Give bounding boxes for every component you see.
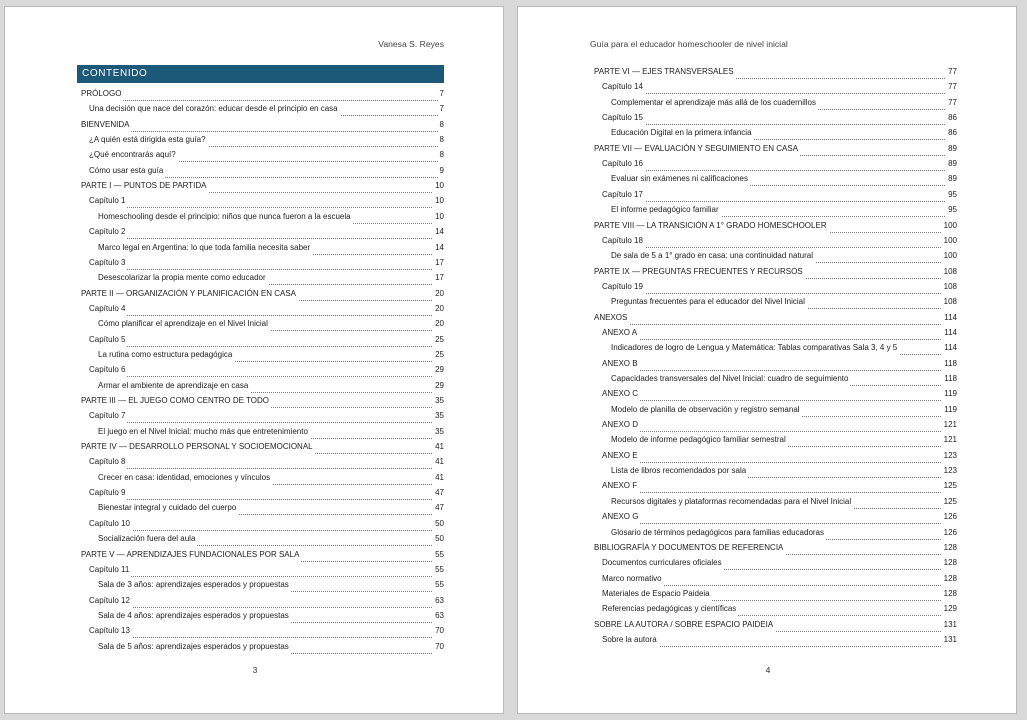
toc-entry-page: 20 (433, 302, 444, 316)
toc-entry[interactable] (611, 403, 957, 417)
toc-entry-page: 128 (942, 556, 957, 570)
toc-entry-page: 86 (946, 126, 957, 140)
toc-entry-page: 20 (433, 317, 444, 331)
toc-entry[interactable] (602, 587, 957, 601)
toc-entry[interactable] (81, 394, 444, 408)
toc-entry[interactable] (611, 126, 957, 140)
toc-entry-page: 35 (433, 394, 444, 408)
toc-entry-title: Modelo de planilla de observación y registro semanal (611, 403, 802, 417)
toc-entry[interactable] (98, 425, 444, 439)
toc-entry-title: Modelo de informe pedagógico familiar semestral (611, 433, 788, 447)
toc-entry-page: 128 (942, 572, 957, 586)
toc-entry[interactable] (594, 541, 957, 555)
toc-entry-page: 89 (946, 142, 957, 156)
toc-entry[interactable] (602, 157, 957, 171)
toc-entry-page: 89 (946, 172, 957, 186)
toc-entry-page: 131 (942, 633, 957, 647)
toc-entry-title: ANEXO G (602, 510, 640, 524)
toc-entry[interactable] (81, 179, 444, 193)
toc-entry-title: Capítulo 9 (89, 486, 127, 500)
toc-entry-page: 8 (438, 148, 444, 162)
toc-entry-title: PARTE IX — PREGUNTAS FRECUENTES Y RECURSOS (594, 265, 805, 279)
toc-entry-page: 119 (942, 387, 957, 401)
toc-entry[interactable] (98, 532, 444, 546)
toc-entry[interactable] (98, 578, 444, 592)
toc-entry-title: BIBLIOGRAFÍA Y DOCUMENTOS DE REFERENCIA (594, 541, 785, 555)
toc-entry-title: Lista de libros recomendados por sala (611, 464, 748, 478)
toc-entry-page: 14 (433, 225, 444, 239)
toc-entry[interactable] (98, 471, 444, 485)
toc-entry[interactable] (98, 640, 444, 654)
toc-entry-title: Sala de 5 años: aprendizajes esperados y propuestas (98, 640, 291, 654)
toc-entry-page: 114 (942, 311, 957, 325)
toc-entry-page: 20 (433, 287, 444, 301)
toc-entry[interactable] (594, 311, 957, 325)
toc-entry[interactable] (611, 341, 957, 355)
toc-entry-title: Armar el ambiente de aprendizaje en casa (98, 379, 250, 393)
toc-entry-page: 128 (942, 541, 957, 555)
toc-entry-page: 8 (438, 133, 444, 147)
toc-entry[interactable] (602, 510, 957, 524)
toc-entry-page: 77 (946, 65, 957, 79)
toc-entry[interactable] (602, 280, 957, 294)
toc-entry-page: 55 (433, 578, 444, 592)
toc-entry-title: Capítulo 17 (602, 188, 645, 202)
page-number: 4 (765, 665, 771, 675)
toc-entry-page: 47 (433, 486, 444, 500)
toc-entry-title: Recursos digitales y plataformas recomendadas para el Nivel Inicial (611, 495, 853, 509)
toc-entry-page: 86 (946, 111, 957, 125)
toc-entry[interactable] (602, 556, 957, 570)
toc-entry-title: Evaluar sin exámenes ni calificaciones (611, 172, 750, 186)
toc-entry[interactable] (594, 219, 957, 233)
toc-entry[interactable] (89, 486, 444, 500)
toc-entry[interactable] (602, 234, 957, 248)
toc-entry[interactable] (611, 372, 957, 386)
toc-entry-title: Desescolarizar la propia mente como educador (98, 271, 268, 285)
toc-entry-page: 7 (438, 87, 444, 101)
toc-entry-title: Capítulo 19 (602, 280, 645, 294)
toc-entry-page: 128 (942, 587, 957, 601)
document-page-left (4, 6, 504, 714)
toc-entry[interactable] (611, 526, 957, 540)
toc-entry[interactable] (611, 433, 957, 447)
toc-entry-page: 63 (433, 594, 444, 608)
toc-entry[interactable] (89, 225, 444, 239)
toc-entry-title: Socialización fuera del aula (98, 532, 197, 546)
toc-entry-page: 95 (946, 203, 957, 217)
toc-entry-title: Capítulo 7 (89, 409, 127, 423)
toc-entry[interactable] (89, 164, 444, 178)
toc-entry-page: 123 (942, 449, 957, 463)
toc-entry[interactable] (611, 249, 957, 263)
toc-entry-title: Capítulo 14 (602, 80, 645, 94)
toc-entry[interactable] (602, 633, 957, 647)
toc-entry[interactable] (89, 594, 444, 608)
toc-entry[interactable] (98, 241, 444, 255)
toc-entry-title: Crecer en casa: identidad, emociones y vínculos (98, 471, 272, 485)
toc-entry[interactable] (611, 464, 957, 478)
toc-entry-title: Capítulo 12 (89, 594, 132, 608)
toc-entry-page: 126 (942, 526, 957, 540)
toc-entry[interactable] (89, 194, 444, 208)
toc-entry[interactable] (89, 563, 444, 577)
toc-entry-title: Capítulo 2 (89, 225, 127, 239)
toc-entry[interactable] (89, 133, 444, 147)
toc-entry[interactable] (594, 65, 957, 79)
toc-entry-page: 10 (433, 194, 444, 208)
toc-entry-title: Capítulo 16 (602, 157, 645, 171)
toc-entry-title: Capítulo 15 (602, 111, 645, 125)
toc-entry-page: 118 (942, 372, 957, 386)
toc-entry-page: 55 (433, 548, 444, 562)
toc-entry[interactable] (98, 271, 444, 285)
toc-entry-page: 35 (433, 409, 444, 423)
toc-entry-page: 41 (433, 440, 444, 454)
toc-entry-title: Capítulo 4 (89, 302, 127, 316)
toc-entry[interactable] (89, 409, 444, 423)
toc-entry-page: 17 (433, 271, 444, 285)
toc-entry-title: Capítulo 11 (89, 563, 131, 577)
toc-entry-title: Complementar el aprendizaje más allá de los cuadernillos (611, 96, 818, 110)
toc-entry-page: 89 (946, 157, 957, 171)
toc-entry-title: Sobre la autora (602, 633, 659, 647)
toc-entry[interactable] (98, 609, 444, 623)
toc-entry-page: 118 (942, 357, 957, 371)
toc-entry-title: ANEXOS (594, 311, 629, 325)
toc-entry[interactable] (594, 265, 957, 279)
toc-entry[interactable] (611, 295, 957, 309)
toc-entry-title: ¿Qué encontrarás aquí? (89, 148, 178, 162)
toc-entry[interactable] (89, 333, 444, 347)
toc-entry-title: SOBRE LA AUTORA / SOBRE ESPACIO PAIDEIA (594, 618, 775, 632)
toc-entry-title: Sala de 3 años: aprendizajes esperados y propuestas (98, 578, 291, 592)
toc-entry-title: Educación Digital en la primera infancia (611, 126, 754, 140)
toc-entry-page: 41 (433, 471, 444, 485)
running-head-author: Vanesa S. Reyes (378, 39, 444, 49)
toc-entry-title: Marco legal en Argentina: lo que toda familia necesita saber (98, 241, 312, 255)
toc-entry-title: Bienestar integral y cuidado del cuerpo (98, 501, 238, 515)
toc-entry-page: 29 (433, 363, 444, 377)
toc-entry-title: Capítulo 10 (89, 517, 132, 531)
toc-entry-page: 125 (942, 495, 957, 509)
toc-entry[interactable] (89, 102, 444, 116)
toc-entry[interactable] (602, 387, 957, 401)
toc-entry-title: Cómo usar esta guía (89, 164, 165, 178)
toc-entry-title: PARTE V — APRENDIZAJES FUNDACIONALES POR SALA (81, 548, 301, 562)
toc-entry-title: El juego en el Nivel Inicial: mucho más que entretenimiento (98, 425, 310, 439)
toc-entry-title: Indicadores de logro de Lengua y Matemática: Tablas comparativas Sala 3, 4 y 5 (611, 341, 899, 355)
toc-entry[interactable] (98, 210, 444, 224)
toc-entry-title: Capítulo 6 (89, 363, 127, 377)
toc-entry[interactable] (594, 142, 957, 156)
toc-entry-title: ANEXO D (602, 418, 640, 432)
toc-entry[interactable] (89, 363, 444, 377)
toc-entry-page: 108 (942, 265, 957, 279)
toc-entry[interactable] (81, 287, 444, 301)
toc-entry-title: Glosario de términos pedagógicos para familias educadoras (611, 526, 826, 540)
toc-entry-title: PARTE I — PUNTOS DE PARTIDA (81, 179, 209, 193)
toc-entry[interactable] (602, 572, 957, 586)
toc-entry-page: 108 (942, 295, 957, 309)
toc-entry-page: 108 (942, 280, 957, 294)
toc-entry[interactable] (611, 203, 957, 217)
toc-entry[interactable] (611, 96, 957, 110)
toc-entry-page: 9 (438, 164, 444, 178)
toc-entry[interactable] (98, 379, 444, 393)
toc-entry-title: Marco normativo (602, 572, 664, 586)
toc-entry[interactable] (602, 602, 957, 616)
toc-entry[interactable] (611, 172, 957, 186)
toc-entry-title: PARTE II — ORGANIZACIÓN Y PLANIFICACIÓN EN CASA (81, 287, 298, 301)
toc-entry[interactable] (602, 357, 957, 371)
toc-entry-page: 114 (942, 341, 957, 355)
toc-entry-title: ANEXO F (602, 479, 639, 493)
toc-entry-page: 10 (433, 210, 444, 224)
toc-entry[interactable] (602, 479, 957, 493)
page-number: 3 (252, 665, 258, 675)
toc-heading: CONTENIDO (77, 65, 444, 83)
toc-entry-title: ANEXO A (602, 326, 639, 340)
toc-entry-title: Capítulo 5 (89, 333, 127, 347)
toc-entry[interactable] (81, 440, 444, 454)
toc-entry-page: 25 (433, 333, 444, 347)
toc-entry-title: PARTE VI — EJES TRANSVERSALES (594, 65, 736, 79)
toc-entry-title: PARTE VII — EVALUACIÓN Y SEGUIMIENTO EN CASA (594, 142, 800, 156)
toc-entry-page: 123 (942, 464, 957, 478)
toc-entry-title: Capítulo 8 (89, 455, 127, 469)
toc-entry-title: PRÓLOGO (81, 87, 123, 101)
toc-entry[interactable] (98, 501, 444, 515)
toc-entry[interactable] (89, 517, 444, 531)
toc-entry-page: 25 (433, 348, 444, 362)
toc-entry-page: 50 (433, 532, 444, 546)
toc-entry[interactable] (602, 80, 957, 94)
toc-entry-title: La rutina como estructura pedagógica (98, 348, 234, 362)
toc-entry-page: 77 (946, 96, 957, 110)
toc-entry[interactable] (81, 548, 444, 562)
toc-entry-title: PARTE VIII — LA TRANSICIÓN A 1° GRADO HOMESCHOOLER (594, 219, 829, 233)
toc-entry-page: 55 (433, 563, 444, 577)
toc-entry-title: Capítulo 3 (89, 256, 127, 270)
toc-entry-title: Documentos curriculares oficiales (602, 556, 724, 570)
toc-entry-page: 7 (438, 102, 444, 116)
toc-entry-title: PARTE IV — DESARROLLO PERSONAL Y SOCIOEMOCIONAL (81, 440, 315, 454)
toc-entry[interactable] (89, 256, 444, 270)
toc-entry-page: 70 (433, 640, 444, 654)
toc-entry-title: Cómo planificar el aprendizaje en el Nivel Inicial (98, 317, 270, 331)
toc-entry-title: Capítulo 13 (89, 624, 132, 638)
toc-entry-title: ANEXO B (602, 357, 640, 371)
toc-entry-page: 63 (433, 609, 444, 623)
toc-entry-page: 121 (942, 433, 957, 447)
toc-entry-page: 126 (942, 510, 957, 524)
toc-entry[interactable] (602, 449, 957, 463)
toc-entry-title: Capítulo 1 (89, 194, 127, 208)
toc-entry-page: 95 (946, 188, 957, 202)
toc-entry-page: 8 (438, 118, 444, 132)
running-head-title: Guía para el educador homeschooler de nivel inicial (590, 39, 788, 49)
toc-entry-title: ¿A quién está dirigida esta guía? (89, 133, 208, 147)
toc-entry-page: 100 (942, 249, 957, 263)
toc-entry-page: 131 (942, 618, 957, 632)
toc-entry-title: PARTE III — EL JUEGO COMO CENTRO DE TODO (81, 394, 271, 408)
toc-entry-page: 119 (942, 403, 957, 417)
toc-entry-title: De sala de 5 a 1° grado en casa: una continuidad natural (611, 249, 815, 263)
toc-entry-page: 47 (433, 501, 444, 515)
toc-entry-title: ANEXO E (602, 449, 640, 463)
toc-entry-title: Referencias pedagógicas y científicas (602, 602, 738, 616)
toc-entry-page: 77 (946, 80, 957, 94)
toc-entry[interactable] (89, 302, 444, 316)
toc-entry-title: BIENVENIDA (81, 118, 131, 132)
toc-entry-page: 100 (942, 234, 957, 248)
toc-entry-title: Sala de 4 años: aprendizajes esperados y propuestas (98, 609, 291, 623)
toc-entry-page: 125 (942, 479, 957, 493)
toc-entry[interactable] (89, 148, 444, 162)
toc-entry-page: 114 (942, 326, 957, 340)
toc-entry-title: Materiales de Espacio Paideia (602, 587, 712, 601)
document-page-right (517, 6, 1017, 714)
toc-entry-page: 129 (942, 602, 957, 616)
toc-entry-page: 41 (433, 455, 444, 469)
toc-entry-page: 100 (942, 219, 957, 233)
toc-entry-page: 10 (433, 179, 444, 193)
toc-entry-title: El informe pedagógico familiar (611, 203, 721, 217)
toc-entry[interactable] (98, 348, 444, 362)
toc-entry-page: 17 (433, 256, 444, 270)
toc-entry[interactable] (611, 495, 957, 509)
toc-entry-title: Capítulo 18 (602, 234, 645, 248)
toc-entry[interactable] (89, 455, 444, 469)
toc-entry-title: ANEXO C (602, 387, 640, 401)
toc-entry-title: Preguntas frecuentes para el educador del Nivel Inicial (611, 295, 807, 309)
toc-entry-title: Homeschooling desde el principio: niños que nunca fueron a la escuela (98, 210, 353, 224)
toc-entry[interactable] (89, 624, 444, 638)
toc-entry-page: 70 (433, 624, 444, 638)
toc-entry-page: 121 (942, 418, 957, 432)
toc-entry[interactable] (81, 118, 444, 132)
toc-entry[interactable] (602, 111, 957, 125)
toc-entry[interactable] (602, 326, 957, 340)
toc-entry[interactable] (602, 418, 957, 432)
toc-entry[interactable] (594, 618, 957, 632)
toc-entry[interactable] (81, 87, 444, 101)
toc-entry-page: 29 (433, 379, 444, 393)
toc-entry[interactable] (602, 188, 957, 202)
toc-entry-page: 35 (433, 425, 444, 439)
toc-entry-page: 14 (433, 241, 444, 255)
toc-entry[interactable] (98, 317, 444, 331)
toc-entry-title: Capacidades transversales del Nivel Inicial: cuadro de seguimiento (611, 372, 850, 386)
toc-entry-title: Una decisión que nace del corazón: educar desde el principio en casa (89, 102, 340, 116)
toc-entry-page: 50 (433, 517, 444, 531)
